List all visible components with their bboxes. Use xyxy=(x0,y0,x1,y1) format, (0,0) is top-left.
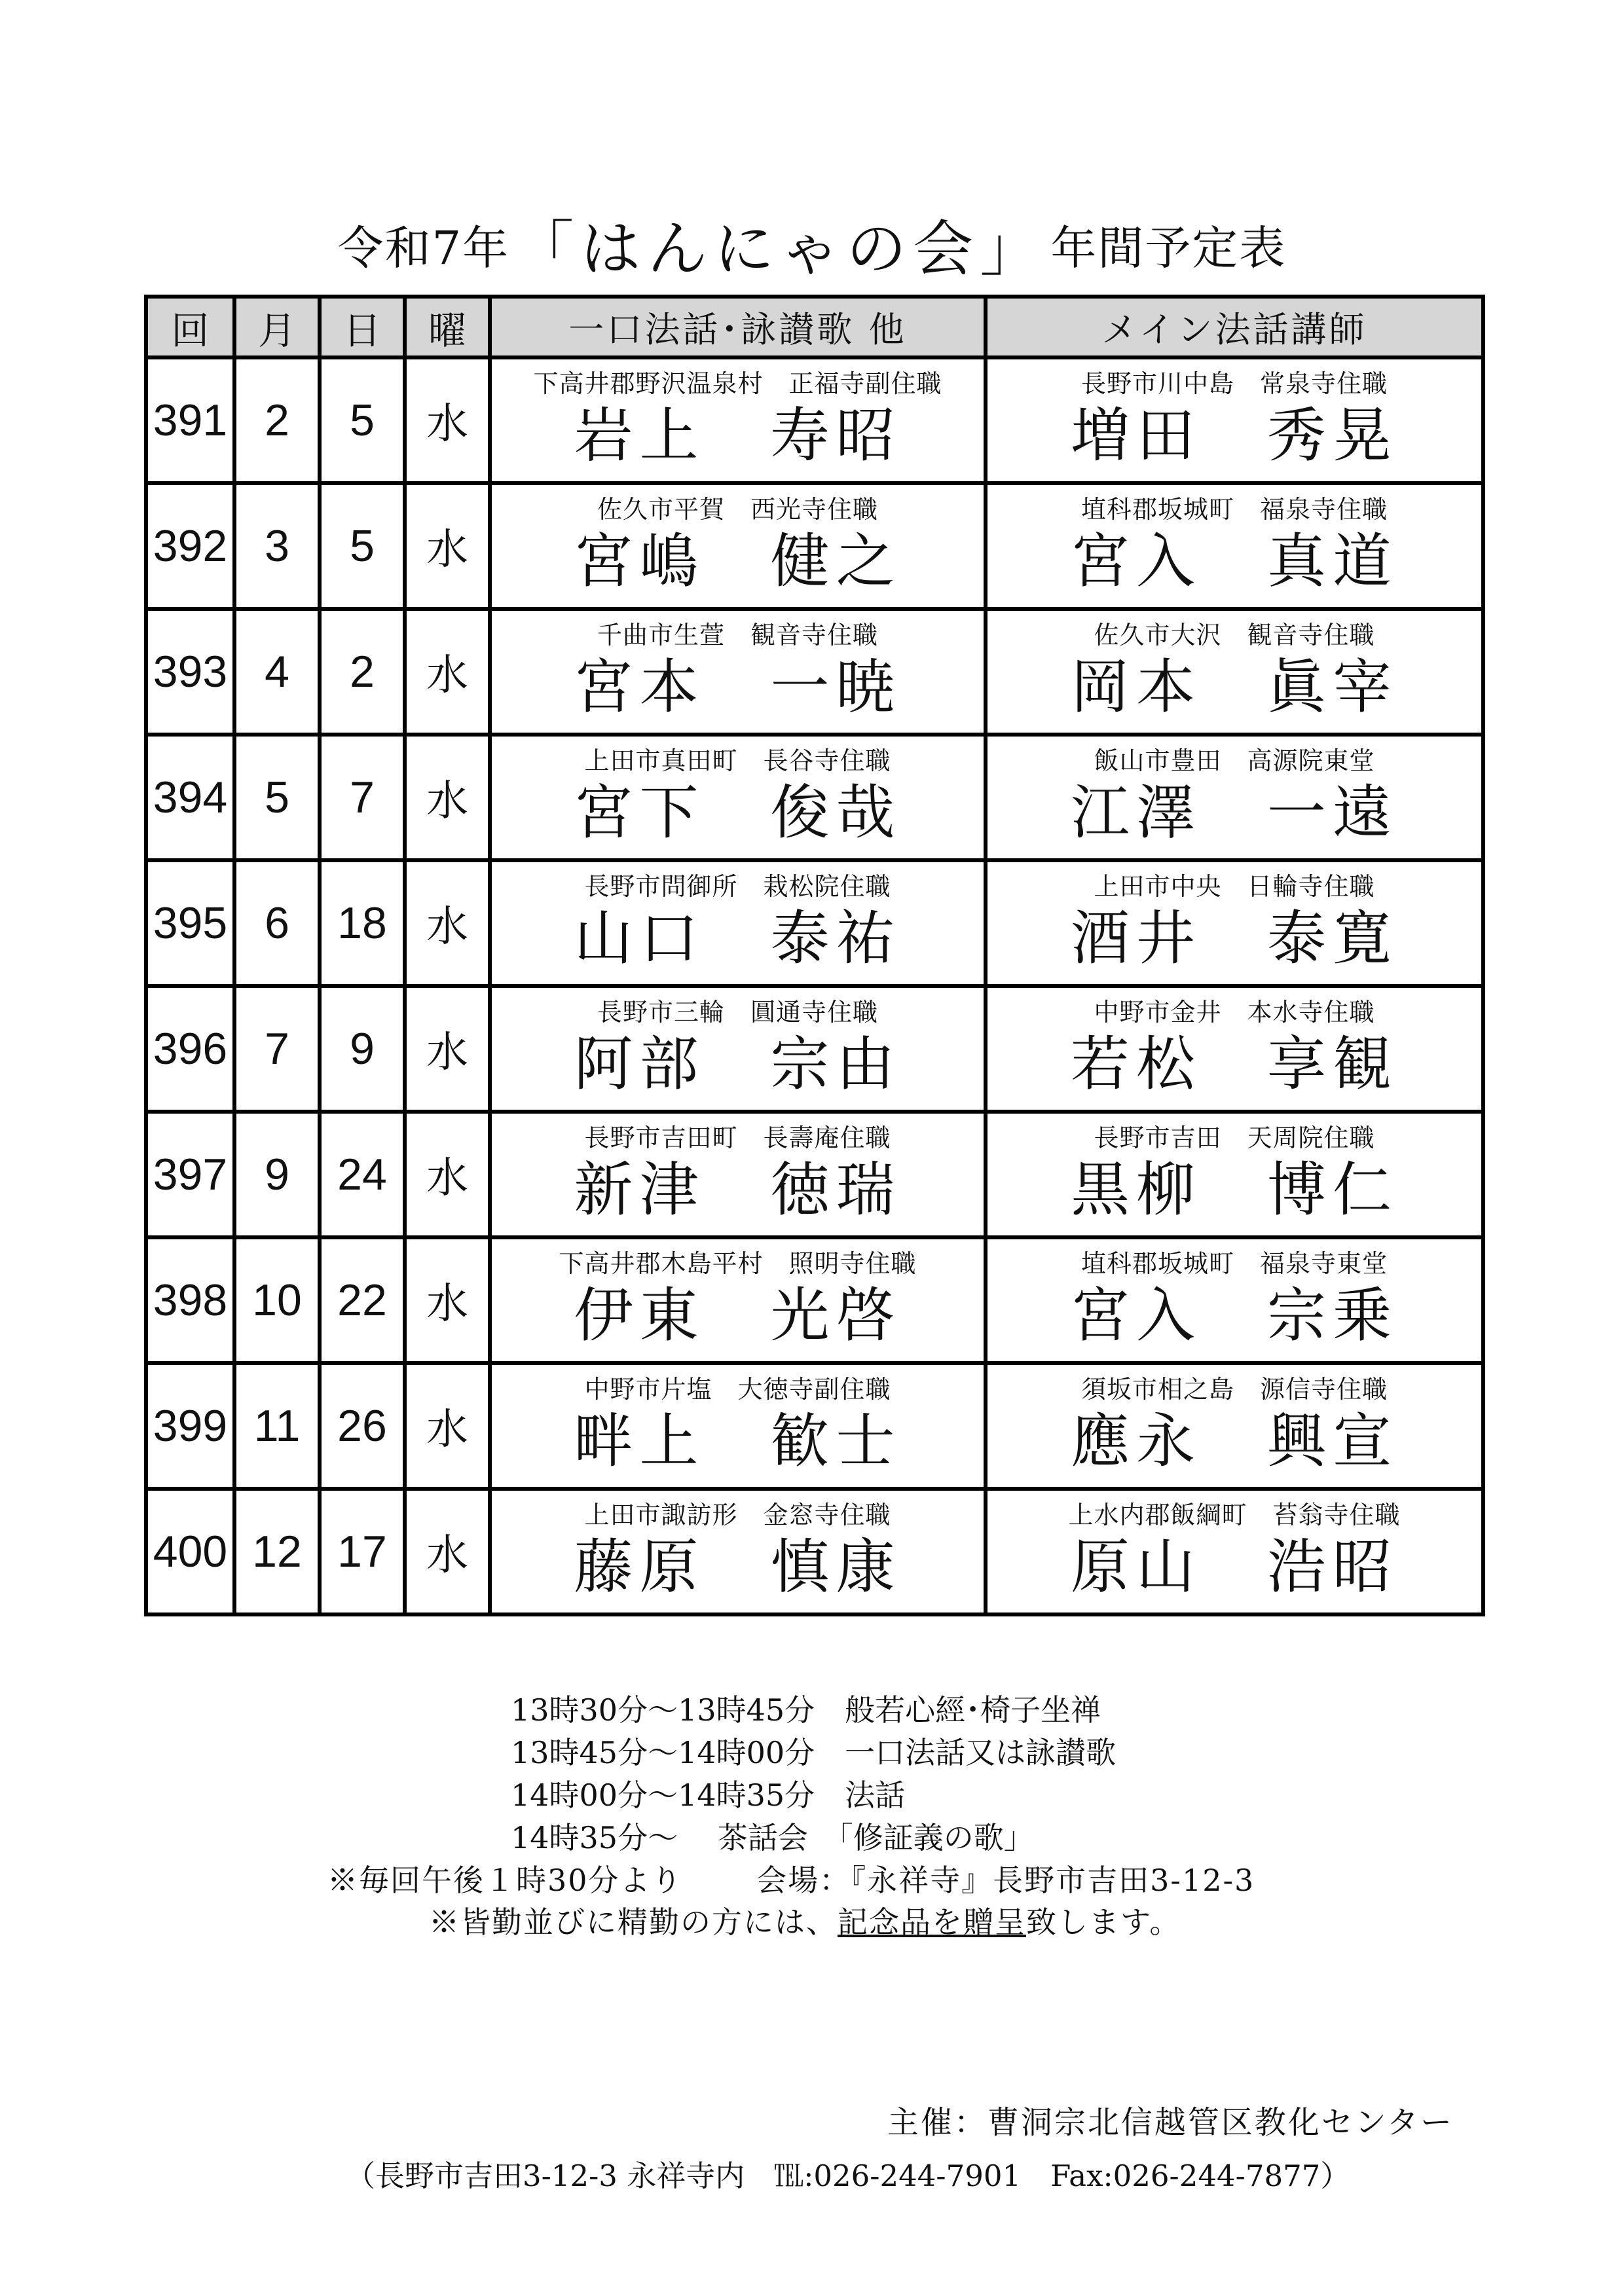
title-suffix: 年間予定表 xyxy=(1050,221,1287,275)
contact-info: （長野市吉田3-12-3 永祥寺内 ℡:026-244-7901 Fax:026-244-7877） xyxy=(346,2159,1350,2193)
short-talk-cell xyxy=(490,735,986,860)
youbi-cell: 水 xyxy=(405,609,490,735)
speaker-affiliation: 千曲市生萱 観音寺住職 xyxy=(597,621,878,649)
main-lecturer-cell xyxy=(986,735,1483,860)
lecturer-affiliation: 埴科郡坂城町 福泉寺東堂 xyxy=(1080,1249,1388,1278)
speaker-affiliation: 下高井郡木島平村 照明寺住職 xyxy=(559,1249,917,1278)
youbi-cell: 水 xyxy=(405,1489,490,1614)
main-lecturer-cell xyxy=(986,986,1483,1112)
lecturer-name: 應永 興宣 xyxy=(1071,1407,1398,1476)
lecturer-name: 岡本 眞宰 xyxy=(1071,653,1398,721)
table-row xyxy=(146,483,1483,609)
speaker-name: 新津 徳瑞 xyxy=(574,1156,902,1224)
kai-cell: 396 xyxy=(146,986,234,1112)
lecturer-affiliation: 埴科郡坂城町 福泉寺住職 xyxy=(1080,495,1388,524)
table-row xyxy=(146,986,1483,1112)
table-row xyxy=(146,1112,1483,1237)
speaker-name: 藤原 慎康 xyxy=(574,1533,902,1601)
lecturer-affiliation: 長野市吉田 天周院住職 xyxy=(1094,1123,1375,1152)
main-lecturer-cell xyxy=(986,1112,1483,1237)
main-lecturer-cell xyxy=(986,609,1483,735)
gift-note-text: ※皆勤並びに精勤の方には、 xyxy=(429,1904,838,1940)
speaker-affiliation: 上田市真田町 長谷寺住職 xyxy=(584,746,891,775)
table-row xyxy=(146,860,1483,986)
lecturer-name: 増田 秀晃 xyxy=(1071,401,1398,470)
youbi-cell: 水 xyxy=(405,860,490,986)
speaker-name: 畔上 歓士 xyxy=(574,1407,902,1476)
youbi-cell: 水 xyxy=(405,1237,490,1363)
speaker-affiliation: 下高井郡野沢温泉村 正福寺副住職 xyxy=(533,369,942,398)
program-item: 13時30分～13時45分 般若心經･椅子坐禅 xyxy=(511,1692,1101,1728)
short-talk-cell xyxy=(490,1489,986,1614)
main-lecturer-cell xyxy=(986,1363,1483,1489)
venue-note: ※毎回午後１時30分より 会場：『永祥寺』長野市吉田3-12-3 xyxy=(327,1863,1255,1898)
header-kai: 回 xyxy=(146,297,234,357)
main-lecturer-cell xyxy=(986,483,1483,609)
title-main: 「はんにゃの会」 xyxy=(513,214,1047,284)
month-cell: 6 xyxy=(234,860,320,986)
kai-cell: 391 xyxy=(146,357,234,483)
short-talk-cell xyxy=(490,483,986,609)
header-main-lecturer: メイン法話講師 xyxy=(986,297,1483,357)
lecturer-name: 若松 享観 xyxy=(1071,1030,1398,1099)
kai-cell: 400 xyxy=(146,1489,234,1614)
speaker-affiliation: 長野市問御所 栽松院住職 xyxy=(584,872,891,901)
header-day: 日 xyxy=(320,297,405,357)
organizer: 主催：曹洞宗北信越管区教化センター xyxy=(887,2104,1454,2141)
youbi-cell: 水 xyxy=(405,986,490,1112)
program-list xyxy=(511,1689,1624,1859)
day-cell: 24 xyxy=(320,1112,405,1237)
month-cell: 11 xyxy=(234,1363,320,1489)
lecturer-name: 黒柳 博仁 xyxy=(1071,1156,1398,1224)
speaker-name: 伊東 光啓 xyxy=(574,1281,902,1350)
youbi-cell: 水 xyxy=(405,1363,490,1489)
lecturer-affiliation: 中野市金井 本水寺住職 xyxy=(1094,998,1375,1027)
day-cell: 22 xyxy=(320,1237,405,1363)
lecturer-affiliation: 上水内郡飯綱町 苔翁寺住職 xyxy=(1068,1501,1401,1529)
table-row xyxy=(146,357,1483,483)
short-talk-cell xyxy=(490,1112,986,1237)
speaker-name: 阿部 宗由 xyxy=(574,1030,902,1099)
main-lecturer-cell xyxy=(986,357,1483,483)
month-cell: 3 xyxy=(234,483,320,609)
youbi-cell: 水 xyxy=(405,1112,490,1237)
short-talk-cell xyxy=(490,986,986,1112)
lecturer-name: 江澤 一遠 xyxy=(1071,778,1398,847)
lecturer-name: 宮入 真道 xyxy=(1071,527,1398,596)
month-cell: 10 xyxy=(234,1237,320,1363)
kai-cell: 392 xyxy=(146,483,234,609)
gift-note xyxy=(429,1901,1624,1943)
main-lecturer-cell xyxy=(986,860,1483,986)
kai-cell: 393 xyxy=(146,609,234,735)
speaker-name: 宮本 一暁 xyxy=(574,653,902,721)
lecturer-name: 宮入 宗乗 xyxy=(1071,1281,1398,1350)
short-talk-cell xyxy=(490,609,986,735)
table-row xyxy=(146,609,1483,735)
month-cell: 4 xyxy=(234,609,320,735)
gift-note-end: 致します。 xyxy=(1026,1904,1181,1940)
youbi-cell: 水 xyxy=(405,735,490,860)
day-cell: 7 xyxy=(320,735,405,860)
day-cell: 9 xyxy=(320,986,405,1112)
day-cell: 17 xyxy=(320,1489,405,1614)
gift-note-underlined: 記念品を贈呈 xyxy=(838,1904,1026,1940)
speaker-name: 宮下 俊哉 xyxy=(574,778,902,847)
kai-cell: 395 xyxy=(146,860,234,986)
program-item: 14時00分～14時35分 法話 xyxy=(511,1777,906,1813)
lecturer-affiliation: 上田市中央 日輪寺住職 xyxy=(1094,872,1375,901)
kai-cell: 399 xyxy=(146,1363,234,1489)
page-title xyxy=(0,208,1624,284)
program-item: 13時45分～14時00分 一口法話又は詠讃歌 xyxy=(511,1735,1116,1770)
kai-cell: 394 xyxy=(146,735,234,860)
lecturer-affiliation: 須坂市相之島 源信寺住職 xyxy=(1080,1375,1388,1404)
month-cell: 12 xyxy=(234,1489,320,1614)
lecturer-affiliation: 佐久市大沢 観音寺住職 xyxy=(1094,621,1375,649)
table-row xyxy=(146,735,1483,860)
lecturer-affiliation: 長野市川中島 常泉寺住職 xyxy=(1080,369,1388,398)
month-cell: 5 xyxy=(234,735,320,860)
header-month: 月 xyxy=(234,297,320,357)
short-talk-cell xyxy=(490,1363,986,1489)
day-cell: 5 xyxy=(320,357,405,483)
day-cell: 18 xyxy=(320,860,405,986)
main-lecturer-cell xyxy=(986,1237,1483,1363)
table-row xyxy=(146,1363,1483,1489)
speaker-name: 山口 泰祐 xyxy=(574,904,902,973)
speaker-affiliation: 長野市三輪 圓通寺住職 xyxy=(597,998,878,1027)
main-lecturer-cell xyxy=(986,1489,1483,1614)
day-cell: 2 xyxy=(320,609,405,735)
speaker-affiliation: 佐久市平賀 西光寺住職 xyxy=(597,495,878,524)
table-row xyxy=(146,1237,1483,1363)
speaker-affiliation: 長野市吉田町 長壽庵住職 xyxy=(584,1123,891,1152)
program-item: 14時35分～ 茶話会 「修証義の歌」 xyxy=(511,1820,1034,1855)
header-youbi: 曜 xyxy=(405,297,490,357)
kai-cell: 398 xyxy=(146,1237,234,1363)
title-prefix: 令和7年 xyxy=(337,221,510,275)
notes-section xyxy=(0,1689,1624,1943)
speaker-name: 宮嶋 健之 xyxy=(574,527,902,596)
month-cell: 9 xyxy=(234,1112,320,1237)
youbi-cell: 水 xyxy=(405,357,490,483)
short-talk-cell xyxy=(490,1237,986,1363)
header-short-talk: 一口法話･詠讃歌 他 xyxy=(490,297,986,357)
short-talk-cell xyxy=(490,860,986,986)
table-header-row xyxy=(146,297,1483,357)
speaker-affiliation: 中野市片塩 大徳寺副住職 xyxy=(584,1375,891,1404)
short-talk-cell xyxy=(490,357,986,483)
lecturer-name: 原山 浩昭 xyxy=(1071,1533,1398,1601)
month-cell: 7 xyxy=(234,986,320,1112)
lecturer-affiliation: 飯山市豊田 高源院東堂 xyxy=(1094,746,1375,775)
day-cell: 26 xyxy=(320,1363,405,1489)
speaker-affiliation: 上田市諏訪形 金窓寺住職 xyxy=(584,1501,891,1529)
month-cell: 2 xyxy=(234,357,320,483)
lecturer-name: 酒井 泰寛 xyxy=(1071,904,1398,973)
youbi-cell: 水 xyxy=(405,483,490,609)
kai-cell: 397 xyxy=(146,1112,234,1237)
speaker-name: 岩上 寿昭 xyxy=(574,401,902,470)
table-row xyxy=(146,1489,1483,1614)
day-cell: 5 xyxy=(320,483,405,609)
schedule-table xyxy=(144,295,1485,1616)
